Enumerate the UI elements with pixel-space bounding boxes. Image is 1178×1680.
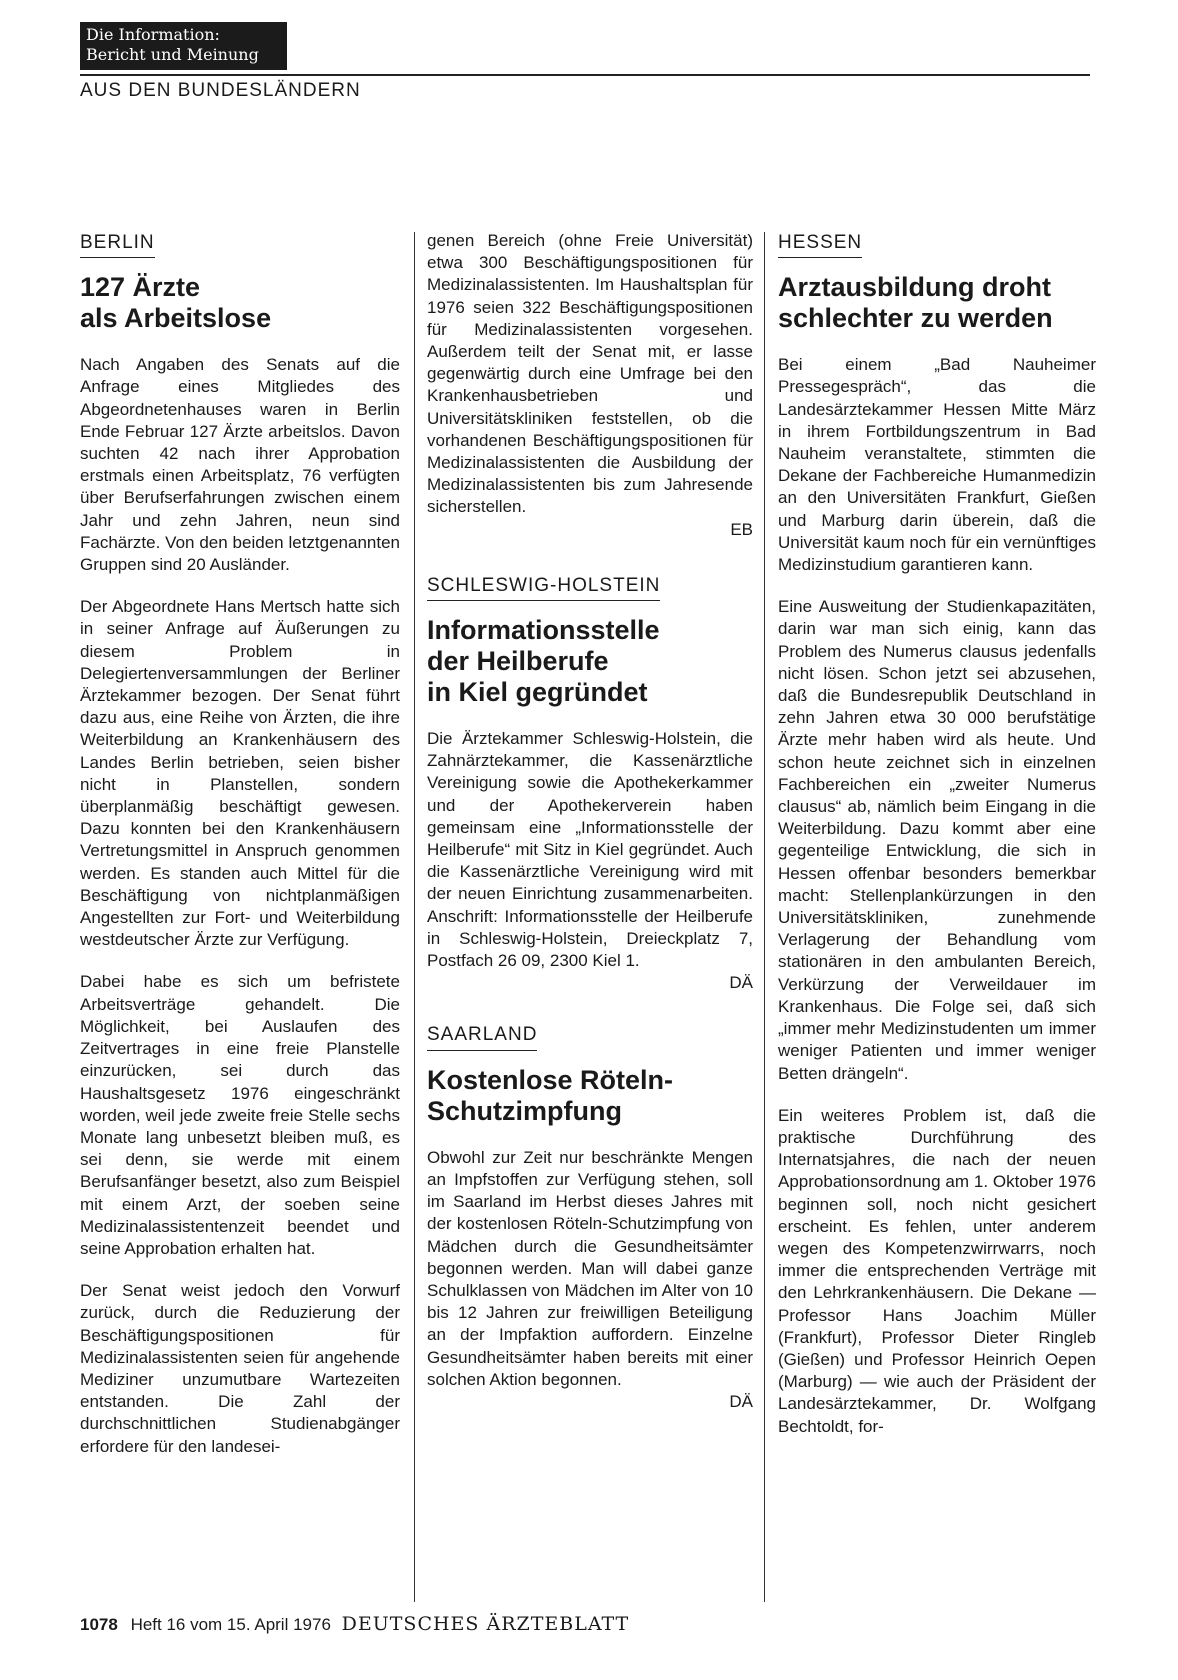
paragraph-text: genen Bereich (ohne Freie Universität) etwa 300 Beschäftigungspositionen für Medizinalassistenten. Im Haushaltsplan für 1976 seien 322 Beschäftigungspositionen für Medizinalassistenten vorgesehen. Außerdem teilt der Senat mit, er lasse gegenwärtig durch eine Umfrage bei den Krankenhausbetrieben und Universitätskliniken feststellen, ob die vorhandenen Beschäftigungspositionen für Medizinalassistenten die Ausbildung der Medizinalassistenten bis zum Jahresende sicherstellen.: [427, 231, 753, 517]
headline-line: schlechter zu werden: [778, 303, 1053, 334]
paragraph-continued: [80, 1280, 400, 1458]
headline-berlin: [80, 272, 400, 334]
author-sign-saarland: DÄ: [729, 1391, 753, 1411]
issue-info: Heft 16 vom 15. April 1976: [130, 1615, 331, 1634]
page-footer: [80, 1613, 629, 1635]
region-label-schleswig-holstein: SCHLESWIG-HOLSTEIN: [427, 575, 660, 601]
column-divider-1: [414, 232, 415, 1602]
headline-line: Schutzimpfung: [427, 1095, 622, 1126]
paragraph-tail: [427, 230, 753, 541]
brand-line-1: Die Information:: [86, 25, 220, 44]
column-1: [80, 232, 400, 1478]
page-number: 1078: [80, 1615, 118, 1634]
paragraph: Bei einem „Bad Nauheimer Pressegespräch“, das die Landesärztekammer Hessen Mitte März in ihrem Fortbildungszentrum in Bad Nauheim veranstaltete, stimmten die Dekane der Fachbereiche Humanmedizin an den Universitäten Frankfurt, Gießen und Marburg darin überein, daß die Universität kaum noch für ein vernünftiges Medizinstudium garantieren kann.: [778, 355, 1096, 575]
paragraph: Dabei habe es sich um befristete Arbeitsverträge gehandelt. Die Möglichkeit, bei Auslaufen des Zeitvertrages in eine freie Planstelle einzurücken, sei durch das Haushaltsgesetz 1976 eingeschränkt worden, weil jede zweite freie Stelle sechs Monate lang unbesetzt bleiben muß, es sei denn, sie werde mit einem Berufsanfänger besetzt, also zum Beispiel mit einem Arzt, der soeben seine Medizinalassistentenzeit beendet und seine Approbation erhalten hat.: [80, 972, 400, 1258]
brand-line-2: Bericht und Meinung: [86, 45, 259, 64]
author-sign-berlin: EB: [730, 519, 753, 539]
headline-line: Informationsstelle: [427, 615, 660, 646]
section-title: AUS DEN BUNDESLÄNDERN: [80, 80, 361, 101]
region-label-saarland: SAARLAND: [427, 1024, 537, 1050]
author-sign-schleswig: DÄ: [729, 973, 753, 993]
paragraph-text: Obwohl zur Zeit nur beschränkte Mengen an Impfstoffen zur Verfügung stehen, soll im Saarland im Herbst dieses Jahres mit der kostenlosen Röteln-Schutzimpfung von Mädchen durch die Gesundheitsämter begonnen werden. Man will dabei ganze Schulklassen von Mädchen im Alter von 10 bis 12 Jahren zur freiwilligen Beteiligung an der Impfaktion auffordern. Einzelne Gesundheitsämter haben bereits mit einer solchen Aktion begonnen.: [427, 1147, 753, 1389]
paragraph: Der Abgeordnete Hans Mertsch hatte sich in seiner Anfrage auf Äußerungen zu diesem Problem in Delegiertenversammlungen der Berliner Ärztekammer bezogen. Der Senat führt dazu aus, eine Reihe von Ärzten, die ihre Weiterbildung an Krankenhäusern des Landes Berlin betrieben, seien bisher nicht in Planstellen, sondern überplanmäßig beschäftigt gewesen. Dazu konnten bei den Krankenhäusern Vertretungsmittel in Anspruch genommen werden. Es standen auch Mittel für die Beschäftigung von nichtplanmäßigen Angestellten zur Fort- und Weiterbildung westdeutscher Ärzte zur Verfügung.: [80, 597, 400, 950]
headline-line: Arztausbildung droht: [778, 272, 1051, 303]
headline-line: Kostenlose Röteln-: [427, 1064, 674, 1095]
paragraph: Nach Angaben des Senats auf die Anfrage eines Mitgliedes des Abgeordnetenhauses waren in Berlin Ende Februar 127 Ärzte arbeitslos. Davon suchten 42 nach ihrer Approbation erstmals einen Arbeitsplatz, 76 verfügten über Berufserfahrungen zwischen einem Jahr und zehn Jahren, neun sind Fachärzte. Von den beiden letztgenannten Gruppen sind 20 Ausländer.: [80, 355, 400, 575]
top-rule: [80, 74, 1090, 76]
paragraph: Ein weiteres Problem ist, daß die praktische Durchführung des Internatsjahres, die nach der neuen Approbationsordnung am 1. Oktober 1976 beginnen soll, noch nicht gesichert erscheint. Es fehlen, unter anderem wegen des Kompetenzwirrwarrs, noch immer die entsprechenden Verträge mit den Lehrkrankenhäusern. Die Dekane — Professor Hans Joachim Müller (Frankfurt), Professor Dieter Ringleb (Gießen) und Professor Heinrich Oepen (Marburg) — wie auch der Präsident der Landesärztekammer, Dr. Wolfgang Bechtoldt, for-: [778, 1105, 1096, 1436]
column-2: [427, 230, 753, 1433]
masthead: DEUTSCHES ÄRZTEBLATT: [341, 1613, 630, 1635]
column-3: [778, 232, 1096, 1458]
headline-line: in Kiel gegründet: [427, 677, 648, 708]
paragraph-text: Die Ärztekammer Schleswig-Holstein, die Zahnärztekammer, die Kassenärztliche Vereinigung sowie die Apothekerkammer und der Apothekerverein haben gemeinsam eine „Informationsstelle der Heilberufe“ mit Sitz in Kiel gegründet. Auch die Kassenärztliche Vereinigung wird mit der neuen Einrichtung zusammenarbeiten. Anschrift: Informationsstelle der Heilberufe in Schleswig-Holstein, Dreieckplatz 7, Postfach 26 09, 2300 Kiel 1.: [427, 729, 753, 971]
headline-line: der Heilberufe: [427, 646, 609, 677]
headline-schleswig-holstein: [427, 615, 753, 708]
paragraph: [427, 1147, 753, 1413]
column-divider-2: [764, 232, 765, 1602]
headline-hessen: [778, 272, 1096, 334]
region-label-hessen: HESSEN: [778, 232, 862, 258]
region-label-berlin: BERLIN: [80, 232, 155, 258]
headline-line: 127 Ärzte: [80, 272, 201, 303]
paragraph-text: Der Senat weist jedoch den Vorwurf zurück, durch die Reduzierung der Beschäftigungspositionen für Medizinalassistenten seien für angehende Mediziner unzumutbare Wartezeiten entstanden. Die Zahl der durchschnittlichen Studienabgänger erfordere für den landesei-: [80, 1281, 400, 1456]
paragraph: [427, 728, 753, 994]
publication-brand-box: [80, 22, 287, 70]
headline-line: als Arbeitslose: [80, 303, 272, 334]
headline-saarland: [427, 1065, 753, 1127]
paragraph: Eine Ausweitung der Studienkapazitäten, darin war man sich einig, kann das Problem des Numerus clausus jedenfalls nicht lösen. Schon jetzt sei abzusehen, daß die Bundesrepublik Deutschland in zehn Jahren etwa 30 000 berufstätige Ärzte mehr haben wird als heute. Und schon heute zeichnet sich in einzelnen Fachbereichen ein „zweiter Numerus clausus“ ab, nämlich beim Eingang in die Weiterbildung. Dazu kommt aber eine gegenteilige Entwicklung, die sich in Hessen offenbar besonders bemerkbar macht: Stellenplankürzungen in den Universitätskliniken, zunehmende Verlagerung der Behandlung vom stationären in den ambulanten Bereich, Verkürzung der Verweildauer im Krankenhaus. Die Folge sei, daß sich „immer mehr Medizinstudenten um immer weniger Patienten und immer weniger Betten drängeln“.: [778, 597, 1096, 1083]
